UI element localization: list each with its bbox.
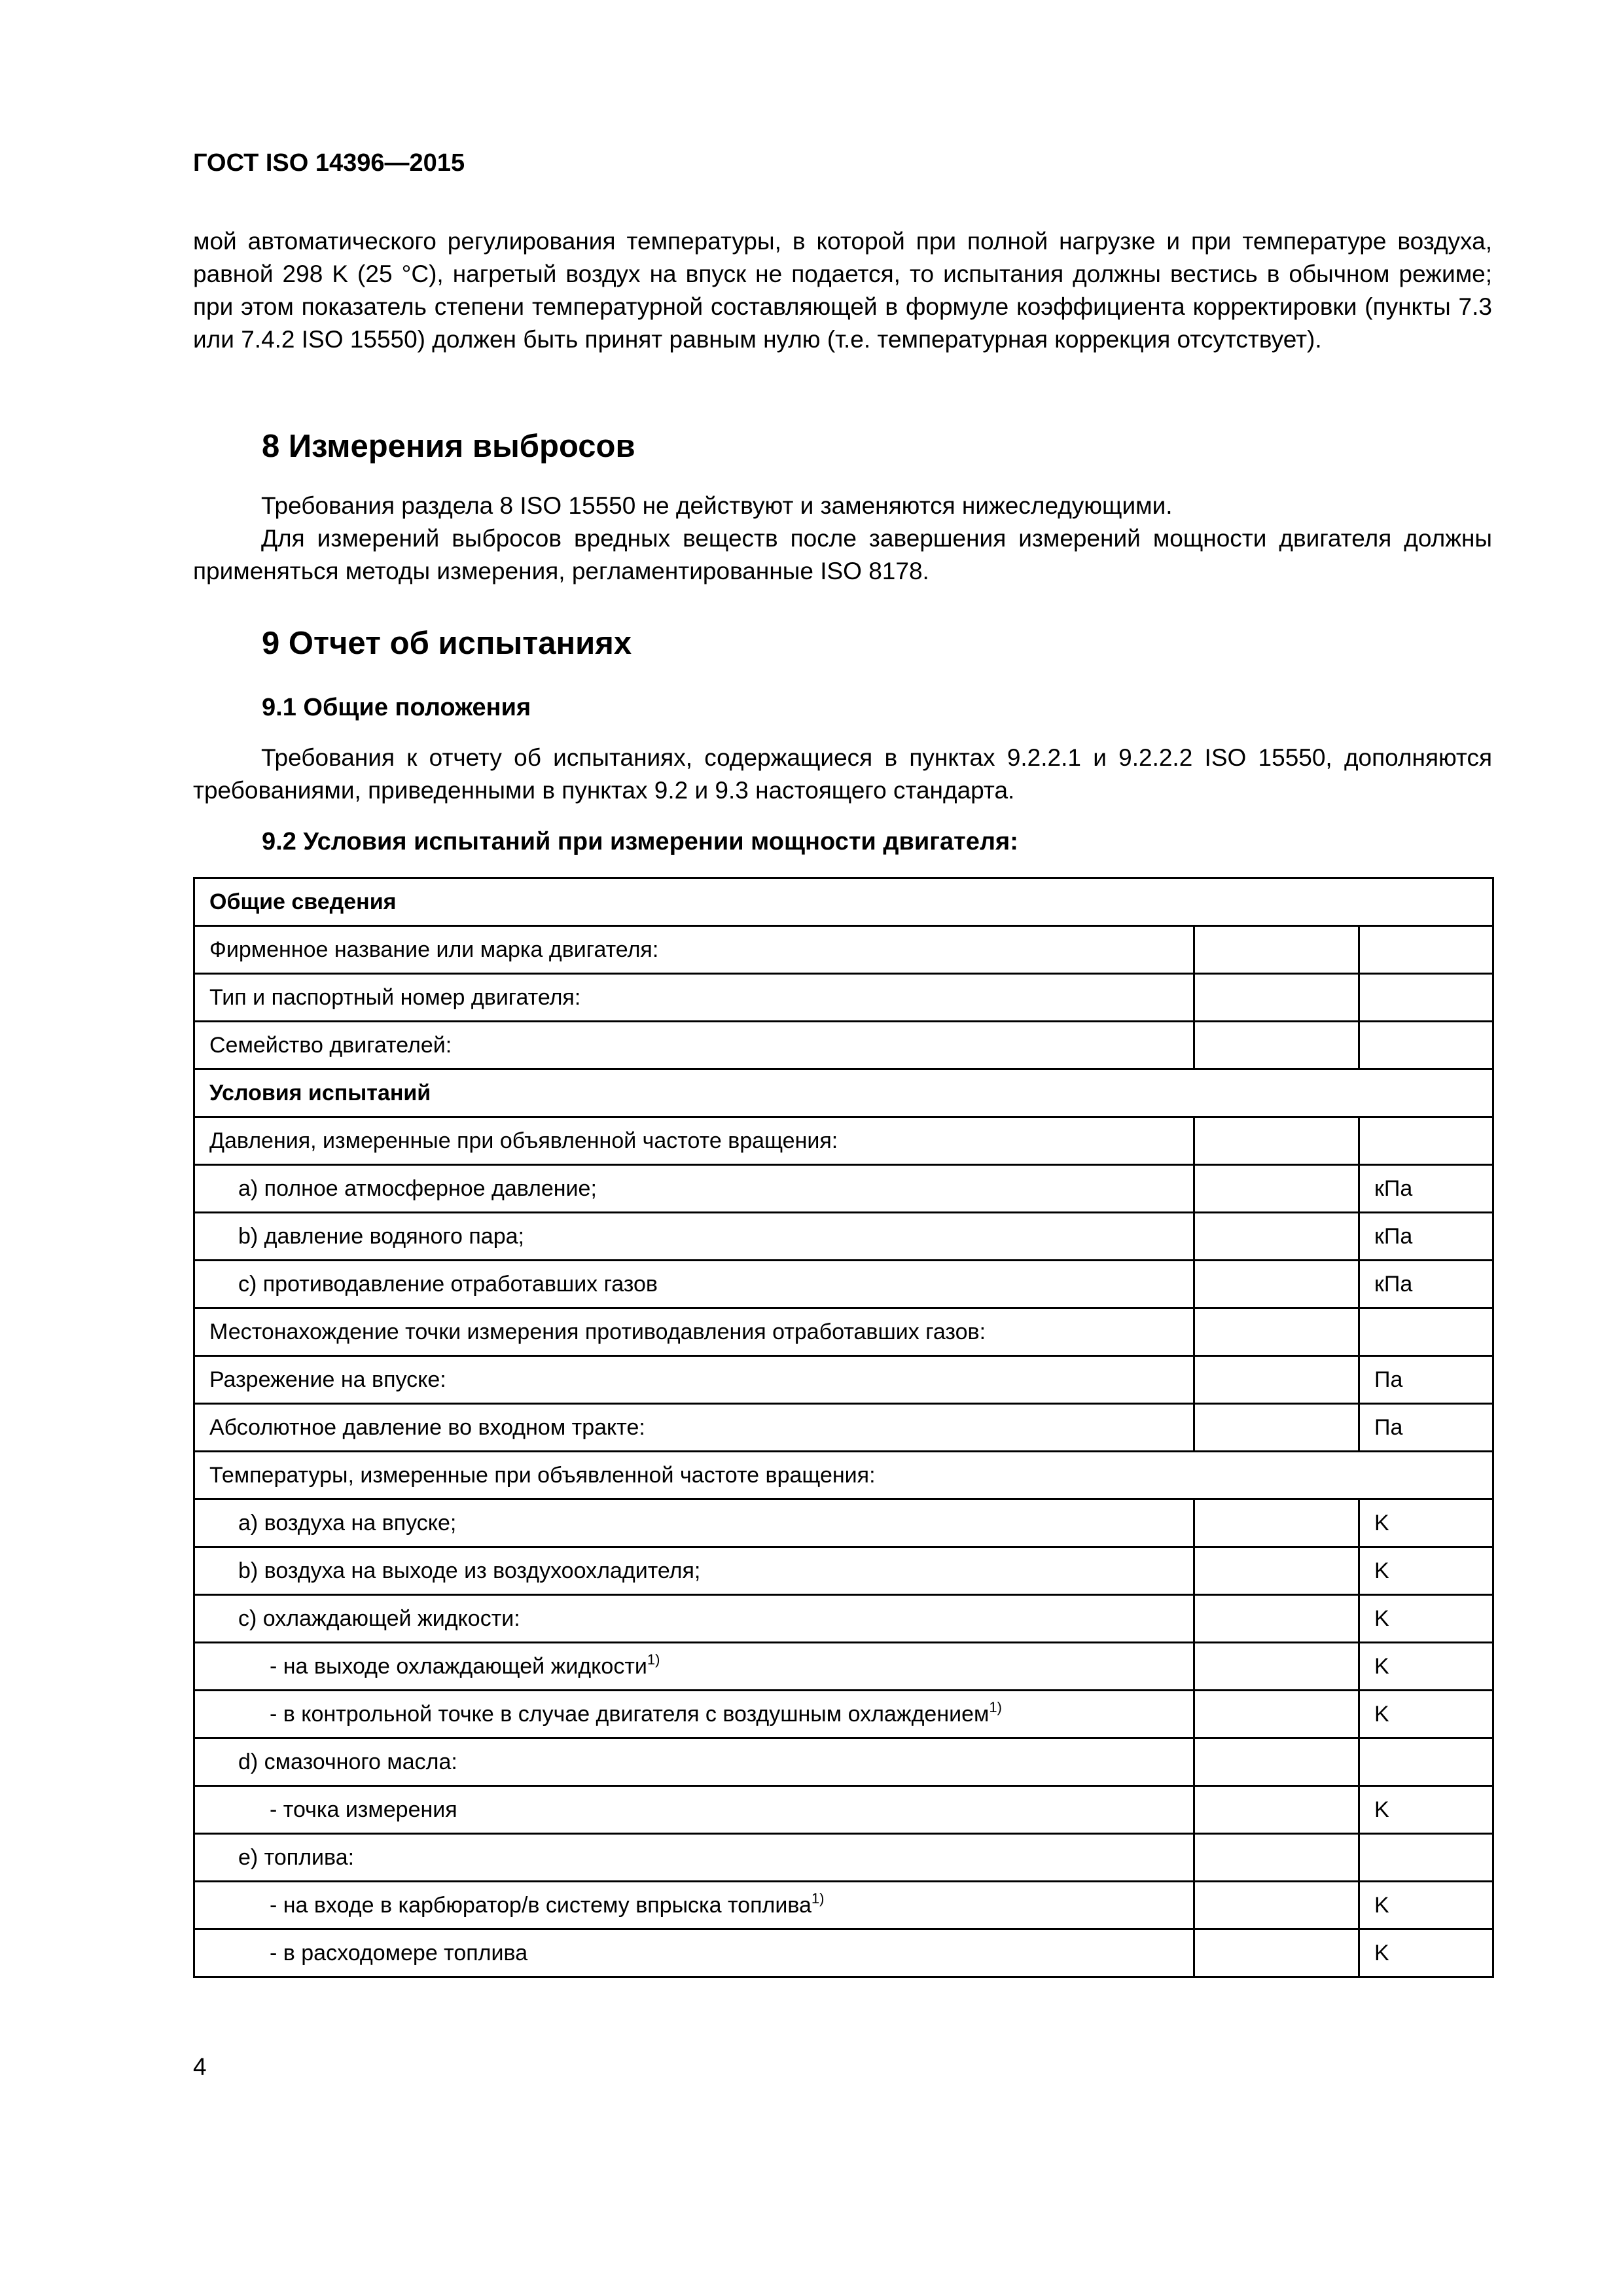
row-label-main: - на выходе охлаждающей жидкости [270, 1653, 647, 1679]
row-label [194, 1643, 1194, 1691]
table-row [194, 1834, 1493, 1882]
value-cell [1194, 1117, 1359, 1165]
row-label-text [209, 1698, 1002, 1727]
unit-cell: K [1359, 1691, 1493, 1738]
footnote-mark: 1) [811, 1890, 825, 1907]
unit-cell: K [1359, 1499, 1493, 1547]
value-cell [1194, 1738, 1359, 1786]
row-label-text: d) смазочного масла: [238, 1749, 457, 1774]
row-label-text: - точка измерения [270, 1797, 457, 1822]
unit-cell: кПа [1359, 1261, 1493, 1308]
row-label [194, 1882, 1194, 1929]
table-row [194, 1022, 1493, 1069]
value-cell [1194, 974, 1359, 1022]
value-cell [1194, 1882, 1359, 1929]
section-title-test-conditions: Условия испытаний [194, 1069, 1493, 1117]
section-8-para-2: Для измерений выбросов вредных веществ после завершения измерений мощности двигателя должны применяться методы измерения, регламентированные ISO 8178. [193, 525, 1492, 584]
table-row [194, 1165, 1493, 1213]
value-cell [1194, 1547, 1359, 1595]
value-cell [1194, 1834, 1359, 1882]
row-label [194, 1738, 1194, 1786]
table-row [194, 1117, 1493, 1165]
value-cell [1194, 1786, 1359, 1834]
value-cell [1194, 1499, 1359, 1547]
unit-cell: K [1359, 1595, 1493, 1643]
row-label [194, 1595, 1194, 1643]
table-row [194, 926, 1493, 974]
page-number: 4 [193, 2053, 207, 2080]
row-label-text: b) воздуха на выходе из воздухоохладителя; [238, 1558, 701, 1583]
row-label [194, 1547, 1194, 1595]
row-label-text: c) охлаждающей жидкости: [238, 1605, 520, 1631]
value-cell [1194, 1213, 1359, 1261]
table-row [194, 1643, 1493, 1691]
table-section-row [194, 1069, 1493, 1117]
row-label-main: - в контрольной точке в случае двигателя с воздушным охлаждением [270, 1701, 990, 1727]
row-label-text: c) противодавление отработавших газов [238, 1271, 658, 1297]
value-cell [1194, 1022, 1359, 1069]
row-label [194, 1929, 1194, 1977]
unit-cell: K [1359, 1643, 1493, 1691]
row-label-text: a) полное атмосферное давление; [238, 1175, 597, 1201]
section-9-1-heading: 9.1 Общие положения [262, 694, 531, 721]
value-cell [1194, 1595, 1359, 1643]
table-row [194, 1786, 1493, 1834]
section-9-1-para: Требования к отчету об испытаниях, содержащиеся в пунктах 9.2.2.1 и 9.2.2.2 ISO 15550, дополняются требованиями, приведенными в пунктах 9.2 и 9.3 настоящего стандарта. [193, 744, 1492, 804]
section-9-heading: 9 Отчет об испытаниях [262, 626, 632, 661]
table-row [194, 1213, 1493, 1261]
row-label: Абсолютное давление во входном тракте: [194, 1404, 1194, 1452]
value-cell [1194, 1929, 1359, 1977]
unit-cell: кПа [1359, 1165, 1493, 1213]
value-cell [1194, 1404, 1359, 1452]
table-row [194, 1356, 1493, 1404]
row-label: Фирменное название или марка двигателя: [194, 926, 1194, 974]
table-row [194, 974, 1493, 1022]
value-cell [1194, 1356, 1359, 1404]
unit-cell [1359, 974, 1493, 1022]
table-row [194, 1929, 1493, 1977]
table-section-row [194, 878, 1493, 926]
table-row [194, 1595, 1493, 1643]
unit-cell: K [1359, 1929, 1493, 1977]
footnote-mark: 1) [647, 1651, 660, 1668]
table-row [194, 1547, 1493, 1595]
row-label: Местонахождение точки измерения противодавления отработавших газов: [194, 1308, 1194, 1356]
unit-cell [1359, 1834, 1493, 1882]
row-label [194, 1213, 1194, 1261]
row-label: Температуры, измеренные при объявленной частоте вращения: [194, 1452, 1493, 1499]
unit-cell: K [1359, 1786, 1493, 1834]
value-cell [1194, 926, 1359, 974]
section-8-body [193, 490, 1492, 588]
unit-cell: K [1359, 1547, 1493, 1595]
value-cell [1194, 1165, 1359, 1213]
section-8-heading: 8 Измерения выбросов [262, 429, 635, 464]
unit-cell [1359, 1738, 1493, 1786]
unit-cell [1359, 1022, 1493, 1069]
row-label [194, 1499, 1194, 1547]
unit-cell: Па [1359, 1404, 1493, 1452]
value-cell [1194, 1261, 1359, 1308]
section-9-2-heading: 9.2 Условия испытаний при измерении мощности двигателя: [262, 828, 1018, 855]
value-cell [1194, 1691, 1359, 1738]
row-label [194, 1834, 1194, 1882]
table-row [194, 1261, 1493, 1308]
table-row [194, 1308, 1493, 1356]
row-label: Разрежение на впуске: [194, 1356, 1194, 1404]
row-label [194, 1165, 1194, 1213]
row-label-text [209, 1651, 660, 1679]
unit-cell [1359, 1117, 1493, 1165]
unit-cell [1359, 926, 1493, 974]
row-label-text: a) воздуха на впуске; [238, 1510, 457, 1535]
test-conditions-table [193, 877, 1494, 1978]
unit-cell [1359, 1308, 1493, 1356]
row-label: Тип и паспортный номер двигателя: [194, 974, 1194, 1022]
row-label: Семейство двигателей: [194, 1022, 1194, 1069]
unit-cell: кПа [1359, 1213, 1493, 1261]
document-code: ГОСТ ISO 14396—2015 [193, 149, 465, 177]
table-row [194, 1404, 1493, 1452]
row-label [194, 1261, 1194, 1308]
table-row [194, 1882, 1493, 1929]
row-label-text: e) топлива: [238, 1844, 355, 1870]
table-row [194, 1738, 1493, 1786]
row-label-text: b) давление водяного пара; [238, 1223, 524, 1249]
table-row [194, 1499, 1493, 1547]
row-label-text [209, 1890, 825, 1918]
section-8-para-1: Требования раздела 8 ISO 15550 не действуют и заменяются нижеследующими. [261, 492, 1173, 519]
value-cell [1194, 1308, 1359, 1356]
row-label: Давления, измеренные при объявленной частоте вращения: [194, 1117, 1194, 1165]
row-label [194, 1691, 1194, 1738]
value-cell [1194, 1643, 1359, 1691]
section-title-general: Общие сведения [194, 878, 1493, 926]
table-row [194, 1452, 1493, 1499]
footnote-mark: 1) [989, 1698, 1002, 1715]
row-label-text: - в расходомере топлива [270, 1940, 528, 1965]
table-row [194, 1691, 1493, 1738]
row-label [194, 1786, 1194, 1834]
unit-cell: Па [1359, 1356, 1493, 1404]
unit-cell: K [1359, 1882, 1493, 1929]
row-label-main: - на входе в карбюратор/в систему впрыска топлива [270, 1892, 812, 1918]
intro-paragraph: мой автоматического регулирования температуры, в которой при полной нагрузке и при температуре воздуха, равной 298 K (25 °C), нагретый воздух на впуск не подается, то испытания должны вестись в обычном режиме; при этом показатель степени температурной составляющей в формуле коэффициента корректировки (пункты 7.3 или 7.4.2 ISO 15550) должен быть принят равным нулю (т.е. температурная коррекция отсутствует). [193, 228, 1492, 353]
